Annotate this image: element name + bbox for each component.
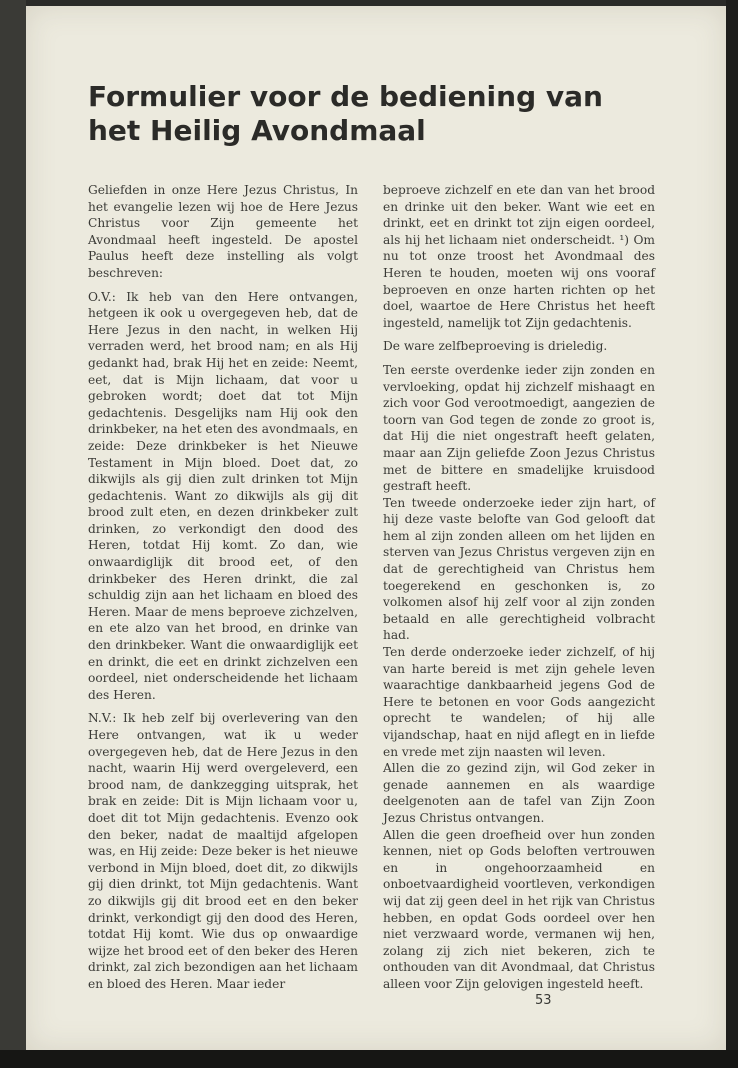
paragraph-self-examination: De ware zelfbeproeving is drieledig.: [383, 339, 608, 354]
paragraph-ov: O.V.: Ik heb van den Here ontvangen, hetgeen ik ook u overgegeven heb, dat de Here Jezus in den nacht, in welken Hij verraden werd, het brood nam; en als Hij gedankt had, brak Hij het en zeide: Neemt, eet, dat is Mijn lichaam, dat voor u gebroken wordt; doet dat tot Mijn gedachtenis. Desgelijks nam Hij ook den drinkbeker, na het eten des avondmaals, en zeide: Deze drinkbeker is het Nieuwe Testament in Mijn bloed. Doet dat, zo dikwijls als gij dien zult drinken tot Mijn gedachtenis. Want zo dikwijls als gij dit brood zult eten, en dezen drinkbeker zult drinken, zo verkondigt den dood des Heren, totdat Hij komt. Zo dan, wie onwaardiglijk dit brood eet, of den drinkbeker des Heren drinkt, die zal schuldig zijn aan het lichaam en bloed des Heren. Maar de mens beproeve zichzelven, en ete alzo van het brood, en drinke van den drinkbeker. Want die onwaardiglijk eet en drinkt, die eet en drinkt zichzelven een oordeel, niet onderscheidende het lichaam des Heren.: [88, 289, 358, 702]
page-gutter: [0, 0, 26, 1068]
left-column: [88, 182, 358, 1000]
paragraph-continuation: beproeve zichzelf en ete dan van het brood en drinke uit den beker. Want wie eet en drinkt, eet en drinkt tot zijn eigen oordeel, als hij het lichaam niet onderscheidt. ¹) Om nu tot onze troost het Avondmaal des Heren te houden, moeten wij ons vooraf beproeven en onze harten richten op het doel, waartoe de Here Christus het heeft ingesteld, namelijk tot Zijn gedachtenis.: [383, 183, 655, 330]
right-edge: [726, 0, 738, 1068]
page-number: 53: [535, 993, 552, 1008]
paragraph-second: Ten tweede onderzoeke ieder zijn hart, of hij deze vaste belofte van God gelooft dat hem al zijn zonden alleen om het lijden en sterven van Jezus Christus vergeven zijn en dat de gerechtigheid van Christus hem toegerekend en geschonken is, zo volkomen alsof hij zelf voor al zijn zonden betaald en alle gerechtigheid volbracht had.: [383, 495, 655, 643]
paragraph-intro: Geliefden in onze Here Jezus Christus, In het evangelie lezen wij hoe de Here Jezus Christus voor Zijn gemeente het Avondmaal heeft ingesteld. De apostel Paulus heeft deze instelling als volgt beschreven:: [88, 183, 358, 280]
bottom-edge: [0, 1050, 738, 1068]
paragraph-first: Ten eerste overdenke ieder zijn zonden en vervloeking, opdat hij zichzelf mishaagt en zich voor God verootmoedigt, aangezien de toorn van God tegen de zonde zo groot is, dat Hij die niet ongestraft heeft gelaten, maar aan Zijn geliefde Zoon Jezus Christus met de bittere en smadelijke kruisdood gestraft heeft.: [383, 362, 655, 494]
paragraph-third: Ten derde onderzoeke ieder zichzelf, of hij van harte bereid is met zijn gehele leven waarachtige dankbaarheid jegens God de Here te betonen en voor Gods aangezicht oprecht te wandelen; of hij alle vijandschap, haat en nijd aflegt en in liefde en vrede met zijn naasten wil leven.: [383, 645, 655, 759]
page-title: Formulier voor de bediening van het Heilig Avondmaal: [88, 80, 603, 147]
paragraph-nv: N.V.: Ik heb zelf bij overlevering van den Here ontvangen, wat ik u weder overgegeven heb, dat de Here Jezus in den nacht, waarin Hij werd overgeleverd, een brood nam, de dankzegging uitsprak, het brak en zeide: Dit is Mijn lichaam voor u, doet dit tot Mijn gedachtenis. Evenzo ook den beker, nadat de maaltijd afgelopen was, en Hij zeide: Deze beker is het nieuwe verbond in Mijn bloed, doet dit, zo dikwijls gij dien drinkt, tot Mijn gedachtenis. Want zo dikwijls gij dit brood eet en den beker drinkt, verkondigt gij den dood des Heren, totdat Hij komt. Wie dus op onwaardige wijze het brood eet of den beker des Heren drinkt, zal zich bezondigen aan het lichaam en bloed des Heren. Maar ieder: [88, 711, 358, 991]
paragraph-acceptance: Allen die zo gezind zijn, wil God zeker in genade aannemen en als waardige deelgenoten aan de tafel van Zijn Zoon Jezus Christus ontvangen.: [383, 761, 655, 825]
paragraph-exclusion: Allen die geen droefheid over hun zonden kennen, niet op Gods beloften vertrouwen en in ongehoorzaamheid en onboetvaardigheid voortleven, verkondigen wij dat zij geen deel in het rijk van Christus hebben, en opdat Gods oordeel over hen niet verzwaard worde, vermanen wij hen, zolang zij zich niet bekeren, zich te onthouden van dit Avondmaal, dat Christus alleen voor Zijn gelovigen ingesteld heeft.: [383, 827, 655, 991]
right-column: [383, 182, 655, 993]
